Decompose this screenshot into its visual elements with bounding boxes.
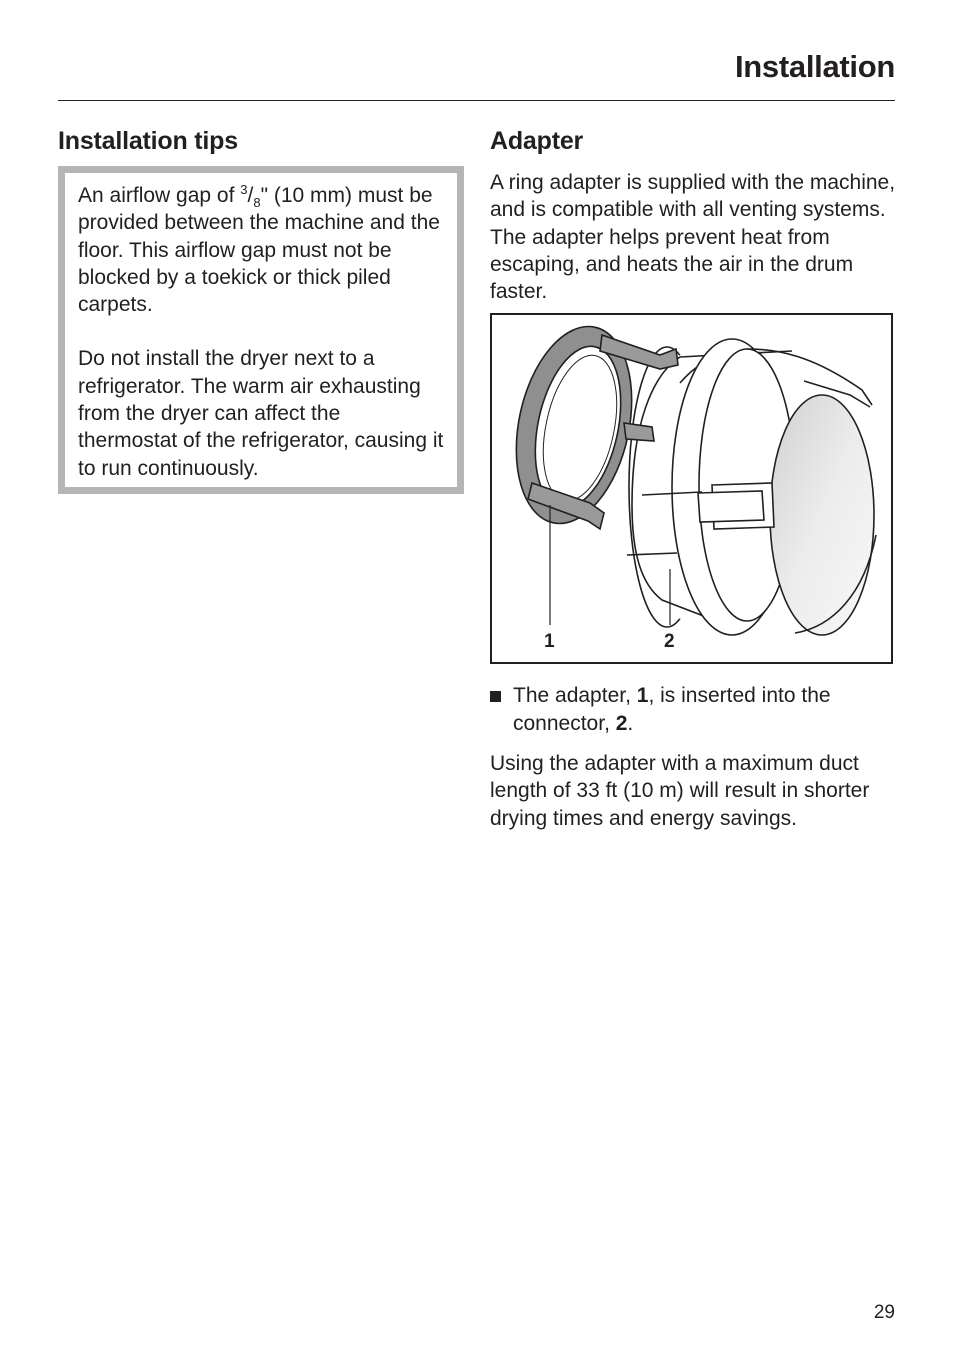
figure-label-1: 1 <box>544 631 555 653</box>
instruction-ref-1: 1 <box>636 684 649 708</box>
airflow-gap-paragraph <box>78 182 445 318</box>
installation-tips-heading: Installation tips <box>58 127 238 155</box>
instruction-ref-2: 2 <box>615 711 628 735</box>
header-divider <box>58 100 895 101</box>
refrigerator-warning-paragraph: Do not install the dryer next to a refrigerator. The warm air exhausting from the dryer can affect the thermostat of the refrigerator, causing it to run continuously. <box>78 347 444 480</box>
installation-tips-column <box>58 124 464 494</box>
adapter-instruction-text <box>513 682 900 737</box>
fraction-numerator: 3 <box>240 182 248 197</box>
adapter-connector-drawing <box>492 315 891 662</box>
adapter-instruction-item <box>490 682 900 737</box>
fraction-denominator: 8 <box>253 195 261 211</box>
adapter-heading: Adapter <box>490 127 584 155</box>
connector-part <box>627 339 876 635</box>
instruction-text-part2: , is inserted into the connector, <box>513 684 831 735</box>
page-title: Installation <box>734 49 895 84</box>
page-number: 29 <box>873 1302 895 1323</box>
square-bullet-icon <box>490 691 501 702</box>
duct-length-paragraph: Using the adapter with a maximum duct length of 33 ft (10 m) will result in shorter drying times and energy savings. <box>490 752 870 830</box>
adapter-intro-paragraph: A ring adapter is supplied with the machine, and is compatible with all venting systems. The adapter helps prevent heat from escaping, and heats the air in the drum faster. <box>490 171 896 304</box>
instruction-text-part3: . <box>627 711 634 735</box>
fraction-slash: / <box>247 184 254 207</box>
airflow-text-after: " (10 mm) must be provided between the machine and the floor. This airflow gap must not be blocked by a toekick or thick piled carpets. <box>78 184 440 317</box>
installation-tips-notice-box <box>58 166 464 494</box>
adapter-column <box>490 124 900 832</box>
airflow-text-before: An airflow gap of <box>78 184 241 207</box>
instruction-text-part1: The adapter, <box>513 684 637 708</box>
figure-label-2: 2 <box>664 631 675 653</box>
adapter-illustration <box>490 313 893 664</box>
